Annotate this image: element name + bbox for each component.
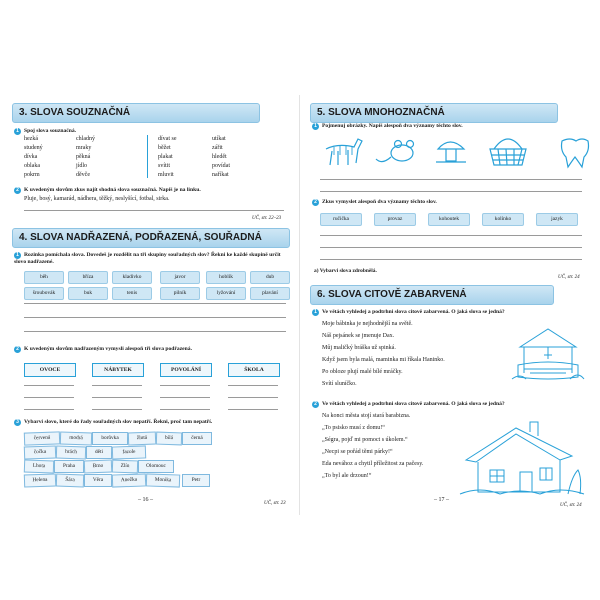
s3-word-list: Pluje, bosý, kamarád, nádhera, těžký, neslyšící, fotbal, sirka. [24, 196, 170, 202]
word-tile: kohoutek [428, 213, 470, 226]
synonym-word: plakat [158, 154, 173, 160]
answer-line [320, 191, 582, 192]
synonym-word: dívat se [158, 136, 177, 142]
section-6-title: 6. SLOVA CITOVĚ ZABARVENÁ [310, 285, 554, 305]
word-cell: tenis [112, 287, 152, 300]
word-tile: ručička [320, 213, 362, 226]
scrabble-word: Zlín [112, 460, 138, 474]
answer-line [92, 409, 142, 410]
s5-textbook-ref: UČ, str. 24 [558, 275, 580, 280]
scrabble-word: borůvka [92, 432, 128, 445]
synonym-word: děvče [76, 172, 90, 178]
right-page [310, 95, 590, 508]
answer-line [24, 210, 284, 211]
synonym-word: hezká [24, 136, 38, 142]
answer-line [24, 397, 74, 398]
word-tile: kolínko [482, 213, 524, 226]
scrabble-word: děti [86, 446, 112, 459]
sentence: Svítí sluníčko. [322, 381, 357, 387]
word-cell: lyžování [206, 287, 246, 300]
answer-line [92, 397, 142, 398]
scrabble-word: Olomouc [138, 460, 174, 473]
sentence: „Necpi se pořád těmi párky!“ [322, 449, 393, 455]
left-page [12, 95, 292, 506]
synonym-word: pěkná [76, 154, 91, 160]
scrabble-word: Helena [24, 473, 56, 487]
s4-question-3: 3 Vybarvi slovo, které do řady souřadných slov nepatří. Řekni, proč tam nepatří. [14, 419, 212, 426]
synonym-word: oblaka [24, 163, 40, 169]
synonym-word: naříkat [212, 172, 229, 178]
synonym-word: svítit [158, 163, 171, 169]
answer-line [228, 409, 278, 410]
scrabble-word: Brno [84, 460, 112, 474]
book-spine [299, 95, 300, 515]
answer-line [24, 409, 74, 410]
scrabble-word: Věra [84, 474, 112, 487]
s4-question-2: 2 K uvedeným slovům nadřazeným vymysli alespoň tři slova podřazená. [14, 346, 192, 353]
answer-line [160, 385, 210, 386]
category-box: NÁBYTEK [92, 363, 144, 377]
scrabble-word: červená [24, 431, 60, 445]
word-cell: kladivko [112, 271, 152, 284]
tooth-icon [562, 139, 589, 167]
word-cell: šroubovák [24, 287, 64, 300]
synonym-word: běžet [158, 145, 171, 151]
scrabble-word: modrá [60, 431, 92, 445]
answer-line [320, 259, 582, 260]
zebra-icon [326, 139, 362, 165]
synonym-word: povídat [212, 163, 230, 169]
sentence: „To psisko musí z domu!“ [322, 425, 385, 431]
s5-question-1: 1 Pojmenuj obrázky. Napiš alespoň dva významy těchto slov. [312, 123, 463, 130]
word-cell: buk [68, 287, 108, 300]
s6-textbook-ref: UČ, str. 24 [560, 503, 582, 508]
mouse-icon [376, 141, 414, 162]
scrabble-word: Lhota [24, 459, 54, 473]
answer-line [320, 179, 582, 180]
synonym-word: pokrm [24, 172, 40, 178]
answer-line [24, 303, 286, 304]
synonym-word: zářit [212, 145, 223, 151]
answer-line [320, 235, 582, 236]
answer-line [228, 385, 278, 386]
word-cell: dub [250, 271, 290, 284]
sentence: Náš pejsánek se jmenuje Dax. [322, 333, 395, 339]
pictures-row [318, 135, 588, 169]
scrabble-word: Anežka [112, 473, 146, 487]
s3-question-2: 2 K uvedeným slovům zkus najít shodná slova souznačná. Napiš je na linku. [14, 187, 201, 194]
word-cell: běh [24, 271, 64, 284]
synonym-word: mraky [76, 145, 92, 151]
scrabble-word: čočka [24, 445, 56, 459]
sentence: Můj maličký bráška už spinká. [322, 345, 396, 351]
sentence: Po obloze plují malé bílé mráčky. [322, 369, 403, 375]
answer-line [24, 331, 286, 332]
answer-line [92, 385, 142, 386]
word-tile: jazyk [536, 213, 578, 226]
scrabble-word: bílá [156, 432, 182, 446]
synonym-word: mluvit [158, 172, 174, 178]
page-number-right: – 17 – [434, 497, 449, 503]
scrabble-word: Petr [182, 474, 210, 487]
basket-icon [490, 139, 526, 165]
section-5-title: 5. SLOVA MNOHOZNAČNÁ [310, 103, 558, 123]
answer-line [24, 317, 286, 318]
word-cell: pilník [160, 287, 200, 300]
s3-textbook-ref: UČ, str. 22–23 [252, 216, 282, 221]
word-cell: javor [160, 271, 200, 284]
answer-line [160, 409, 210, 410]
s4-question-1: 1 Rozinka pomíchala slova. Dovedeš je rozdělit na tři skupiny souřadných slov? Řekni ke každé skupině určit slovo nadřazené. [14, 252, 281, 265]
s5-task-a: a) Vybarvi slova zdrobnělá. [314, 268, 377, 274]
sentence: Na konci města stojí stará barabizna. [322, 413, 411, 419]
column-divider [147, 135, 148, 178]
scrabble-word: fazole [112, 445, 146, 459]
s6-question-1: 1 Ve větách vyhledej a podtrhni slova citově zabarvená. O jaká slova se jedná? [312, 309, 505, 316]
synonym-word: dívka [24, 154, 38, 160]
scrabble-word: Praha [54, 460, 84, 473]
sentence: „Ségra, pojď mi pomoct s úkolem.“ [322, 437, 408, 443]
scrabble-word: Šára [56, 474, 84, 488]
synonym-word: jídlo [76, 163, 88, 169]
sentence: Eda nevához a chytil příležitost za pačesy. [322, 461, 424, 467]
s5-question-2: 2 Zkus vymyslet alespoň dva významy těchto slov. [312, 199, 437, 206]
category-box: POVOLÁNÍ [160, 363, 212, 377]
answer-line [228, 397, 278, 398]
word-cell: hoblík [206, 271, 246, 284]
answer-line [320, 247, 582, 248]
sentence: Když jsem byla malá, maminka mi říkala Haninko. [322, 357, 445, 363]
section-3-title: 3. SLOVA SOUZNAČNÁ [12, 103, 260, 123]
sentence: „To byl ale drzoun!“ [322, 473, 372, 479]
synonym-word: utíkat [212, 136, 226, 142]
s6-question-2: 2 Ve větách vyhledej a podtrhni slova citově zabarvená. O jaká slova se jedná? [312, 401, 505, 408]
category-box: ŠKOLA [228, 363, 280, 377]
word-cell: bříza [68, 271, 108, 284]
synonym-word: chladný [76, 136, 95, 142]
category-box: OVOCE [24, 363, 76, 377]
s4-textbook-ref: UČ, str. 23 [264, 501, 286, 506]
scrabble-word: černá [182, 432, 212, 445]
house-illustration [460, 420, 586, 498]
sentence: Moje bábinka je nejhodnější na světě. [322, 321, 413, 327]
mushroom-icon [436, 142, 466, 162]
well-illustration [510, 325, 586, 381]
page-number-left: – 16 – [138, 497, 153, 503]
scrabble-word: žlutá [128, 432, 156, 446]
answer-line [24, 385, 74, 386]
answer-line [160, 397, 210, 398]
scrabble-word: hrách [56, 445, 86, 459]
scrabble-word: Monika [146, 473, 180, 487]
synonym-word: hledět [212, 154, 227, 160]
word-tile: provaz [374, 213, 416, 226]
synonym-word: studený [24, 145, 43, 151]
section-4-title: 4. SLOVA NADŘAZENÁ, PODŘAZENÁ, SOUŘADNÁ [12, 228, 290, 248]
s3-question-1: 1 Spoj slova souznačná. [14, 128, 76, 135]
word-cell: plavání [250, 287, 290, 300]
